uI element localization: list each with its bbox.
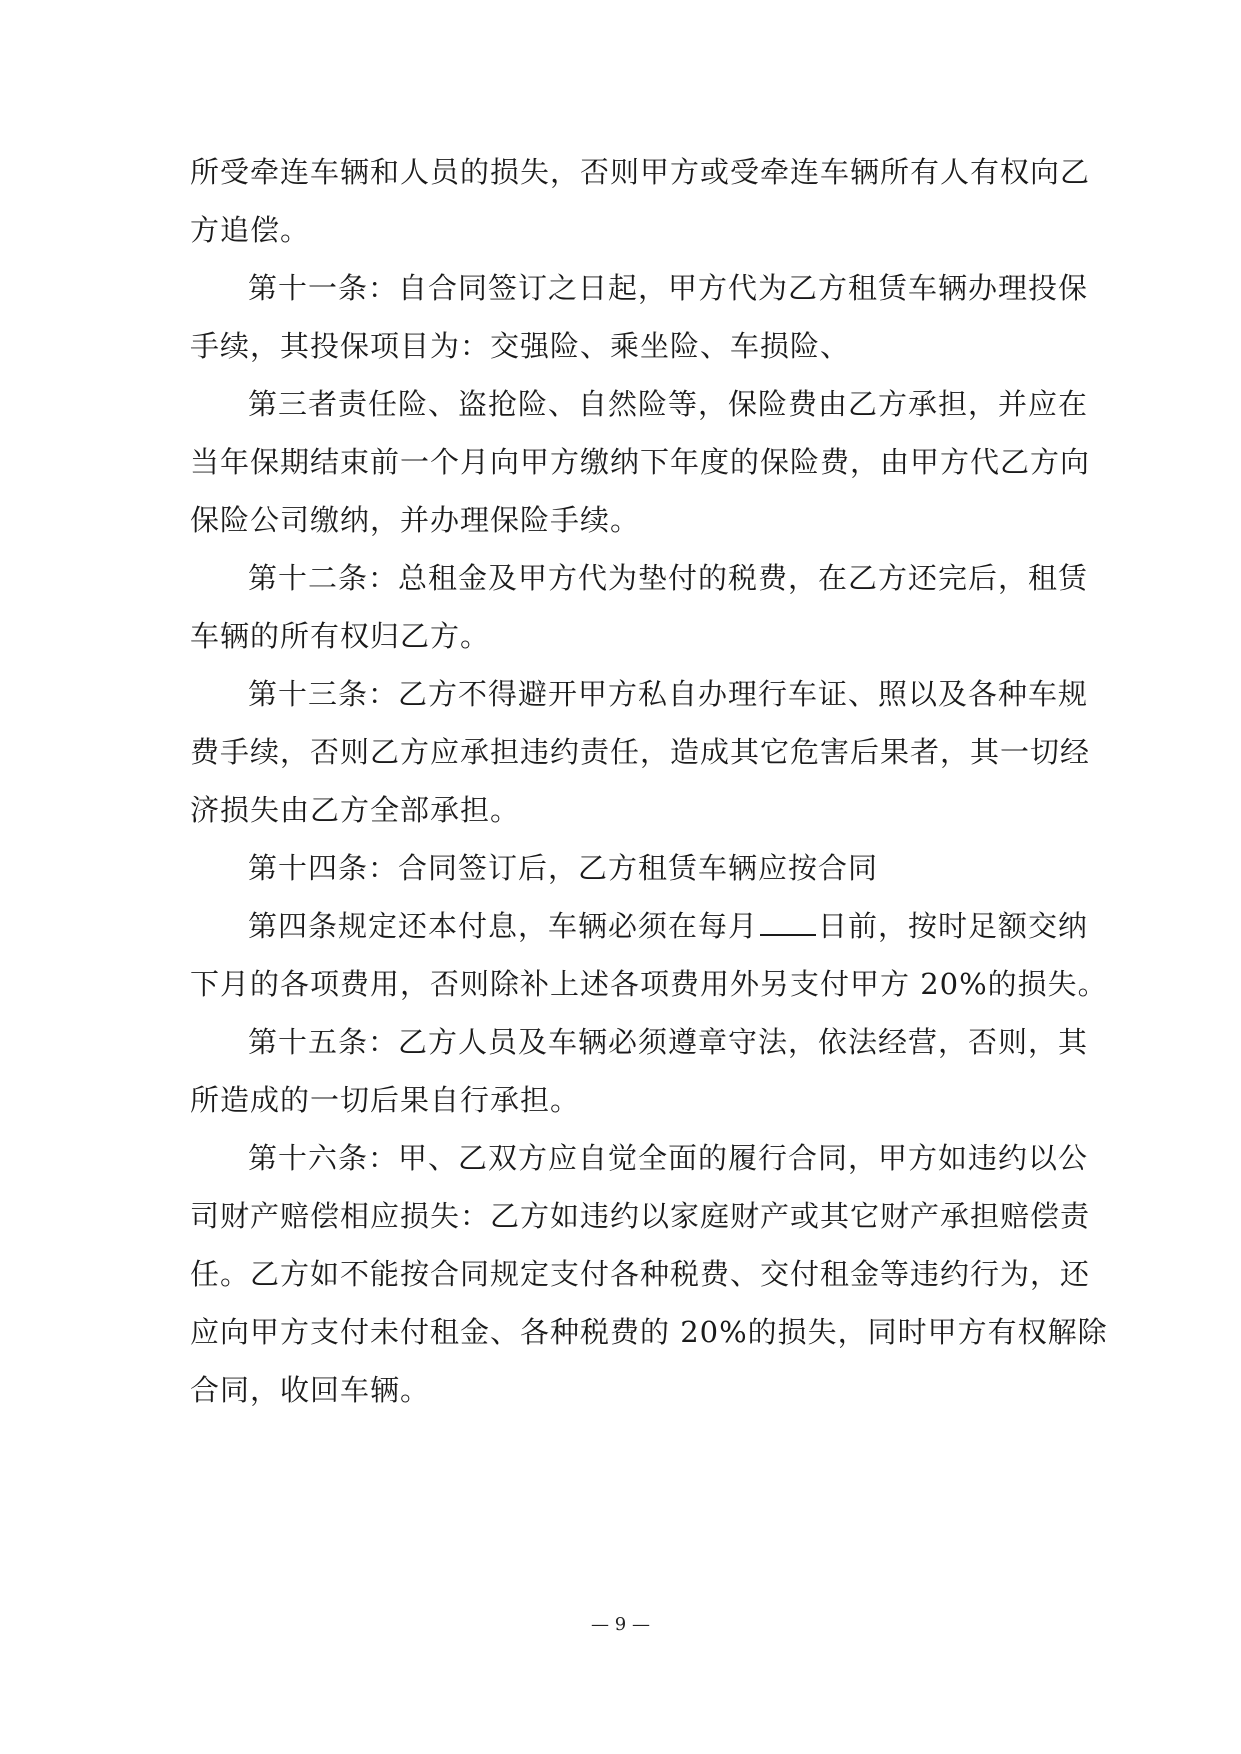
clause-11-line: 第十一条：自合同签订之日起，甲方代为乙方租赁车辆办理投保	[248, 271, 1089, 305]
text-segment: 日前，按时足额交纳	[818, 909, 1089, 943]
page-number: — 9 —	[591, 1614, 650, 1635]
text-line: 合同，收回车辆。	[190, 1373, 431, 1407]
clause-13-line: 第十三条：乙方不得避开甲方私自办理行车证、照以及各种车规	[248, 677, 1089, 711]
text-line: 所受牵连车辆和人员的损失，否则甲方或受牵连车辆所有人有权向乙	[190, 155, 1091, 189]
text-line: 当年保期结束前一个月向甲方缴纳下年度的保险费，由甲方代乙方向	[190, 445, 1091, 479]
text-line-with-blank	[248, 906, 1088, 946]
text-line: 所造成的一切后果自行承担。	[190, 1083, 581, 1117]
clause-16-line: 第十六条：甲、乙双方应自觉全面的履行合同，甲方如违约以公	[248, 1141, 1089, 1175]
text-line: 保险公司缴纳，并办理保险手续。	[190, 503, 641, 537]
text-line: 济损失由乙方全部承担。	[190, 793, 521, 827]
text-line: 司财产赔偿相应损失：乙方如违约以家庭财产或其它财产承担赔偿责	[190, 1199, 1091, 1233]
text-line: 方追偿。	[190, 213, 311, 247]
fill-in-blank	[760, 908, 816, 936]
text-segment: 第四条规定还本付息，车辆必须在每月	[248, 909, 759, 943]
text-line: 下月的各项费用，否则除补上述各项费用外另支付甲方 20%的损失。	[190, 967, 1108, 1001]
text-line: 应向甲方支付未付租金、各种税费的 20%的损失，同时甲方有权解除	[190, 1315, 1108, 1349]
clause-15-line: 第十五条：乙方人员及车辆必须遵章守法，依法经营，否则，其	[248, 1025, 1089, 1059]
text-line: 第三者责任险、盗抢险、自然险等，保险费由乙方承担，并应在	[248, 387, 1089, 421]
text-line: 车辆的所有权归乙方。	[190, 619, 491, 653]
clause-14-line: 第十四条：合同签订后，乙方租赁车辆应按合同	[248, 851, 879, 885]
text-line: 费手续，否则乙方应承担违约责任，造成其它危害后果者，其一切经	[190, 735, 1091, 769]
text-line: 任。乙方如不能按合同规定支付各种税费、交付租金等违约行为，还	[190, 1257, 1091, 1291]
clause-12-line: 第十二条：总租金及甲方代为垫付的税费，在乙方还完后，租赁	[248, 561, 1089, 595]
text-line: 手续，其投保项目为：交强险、乘坐险、车损险、	[190, 329, 851, 363]
